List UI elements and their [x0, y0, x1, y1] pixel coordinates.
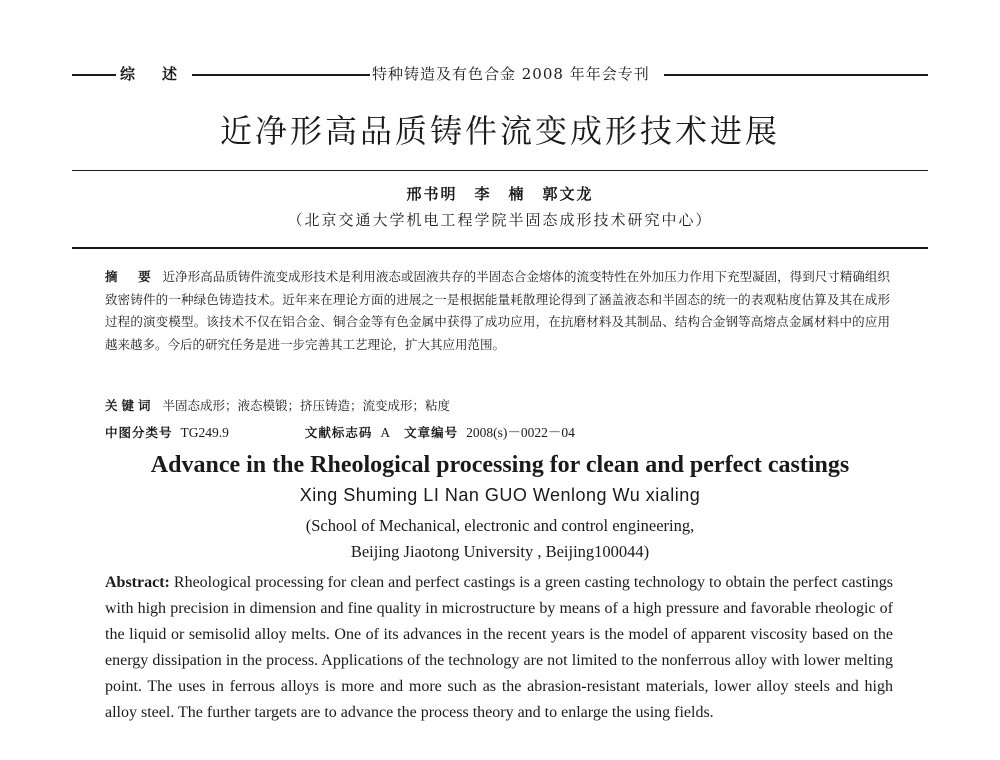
- keywords-line: [105, 396, 450, 414]
- header-rule-left: [72, 74, 116, 76]
- authors-cn: 邢书明 李 楠 郭文龙: [406, 185, 594, 203]
- classification-line: [105, 421, 575, 441]
- clc-label: 中图分类号: [105, 425, 173, 440]
- doc-code-value: A: [380, 425, 391, 440]
- affiliation-en-line2: Beijing Jiaotong University , Beijing100044): [350, 542, 650, 561]
- header-section-label: 综 述: [120, 65, 184, 83]
- keywords-label: 关键词: [105, 398, 155, 413]
- paper-title-en: Advance in the Rheological processing for clean and perfect castings: [150, 452, 850, 478]
- affiliation-cn: （北京交通大学机电工程学院半固态成形技术研究中心）: [287, 211, 713, 229]
- article-number-label: 文章编号: [404, 425, 459, 440]
- authors-en: Xing Shuming LI Nan GUO Wenlong Wu xialing: [299, 485, 701, 505]
- title-rule: [72, 170, 928, 171]
- clc-value: TG249.9: [180, 425, 229, 440]
- keywords-text: 半固态成形；液态模锻；挤压铸造；流变成形；粘度: [162, 398, 451, 413]
- header-rule-middle: [192, 74, 370, 76]
- doc-code-label: 文献标志码: [304, 425, 373, 440]
- affiliation-rule: [72, 247, 928, 249]
- abstract-cn-label: 摘 要: [105, 269, 155, 284]
- abstract-en-text: Rheological processing for clean and perfect castings is a green casting technology to obtain the perfect castings with high precision in dimension and fine quality in microstructure by means of a high pressure and favorable rheologic of the liquid or semisolid alloy melts. One of its advances in the recent years is the model of apparent viscosity based on the energy dissipation in the process. Applications of the technology are not limited to the nonferrous alloy with lower melting point. The uses in ferrous alloys is more and more such as the abrasion-resistant materials, lower alloy steels and high alloy steel. The further targets are to advance the process theory and to enlarge the using fields.: [105, 574, 893, 721]
- affiliation-en-line1: (School of Mechanical, electronic and control engineering,: [305, 516, 695, 535]
- abstract-en: [105, 570, 893, 726]
- abstract-cn-text: 近净形高品质铸件流变成形技术是利用液态或固液共存的半固态合金熔体的流变特性在外加压力作用下充型凝固，得到尺寸精确组织致密铸件的一种绿色铸造技术。近年来在理论方面的进展之一是根据能量耗散理论得到了涵盖液态和半固态的统一的表观粘度估算及其在成形过程的演变模型。该技术不仅在铝合金、铜合金等有色金属中获得了成功应用，在抗磨材料及其制品、结构合金钢等高熔点金属材料中的应用越来越多。今后的研究任务是进一步完善其工艺理论，扩大其应用范围。: [105, 269, 890, 352]
- header-rule-right: [664, 74, 928, 76]
- paper-title-cn: 近净形高品质铸件流变成形技术进展: [219, 112, 780, 150]
- article-number-value: 2008(s)－0022－04: [466, 425, 575, 440]
- abstract-en-label: Abstract:: [105, 574, 170, 591]
- abstract-cn: [105, 266, 890, 356]
- header-journal-label: 特种铸造及有色合金 2008 年年会专刊: [372, 65, 650, 83]
